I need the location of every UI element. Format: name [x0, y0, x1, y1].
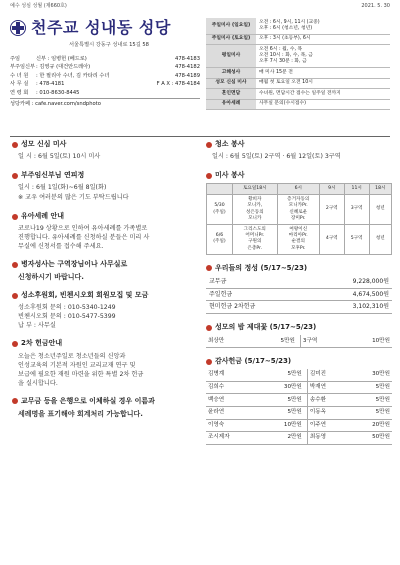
- issue-label: 예수 성심 성월 (제660호): [10, 3, 67, 9]
- table-row: 현미헌금 2차헌금 3,102,310원: [206, 301, 392, 314]
- notice-section: 유아세례 안내 코로나19 상황으로 인하여 유아세례를 가족별로 진행합니다. 유아세례를 신청하실 분들은 미리 사 무실에 신청서를 접수해 주세요.: [12, 212, 197, 251]
- bullet-icon: [12, 341, 18, 347]
- bullet-icon: [12, 142, 18, 148]
- table-row: 이영숙 10만원 이주연 20만원: [206, 419, 392, 432]
- staff-row: 주임 신부 : 임병헌 (베드로) 478-4183: [10, 55, 200, 62]
- staff-row: 사 무 실 : 478-4181 F A X : 478-4184: [10, 81, 200, 88]
- table-row: 최상만 5만원 3구역 10만원: [206, 335, 392, 347]
- left-column: [12, 140, 197, 428]
- notice-section: 성모의 밤 제대꽃 (5/17~5/23) 최상만 5만원 3구역 10만원: [206, 323, 392, 348]
- parish-header: [10, 14, 200, 134]
- table-row: 조시제자 2만원 최동영 50만원: [206, 432, 392, 445]
- staff-list: [10, 55, 200, 98]
- cafe-link[interactable]: 성당카페 : cafe.naver.com/sndphoto: [10, 98, 200, 108]
- top-bar: [10, 3, 390, 12]
- table-row: 주일헌금 4,674,500원: [206, 288, 392, 301]
- bullet-icon: [12, 214, 18, 220]
- divider: [10, 136, 390, 137]
- table-row: 성모 신심 미사 매월 첫 토요일 오전 10시: [206, 78, 390, 88]
- thanksgiving-table: [206, 369, 392, 445]
- staff-row: 부주임신부: 김영규 (대건안드레아) 478-4182: [10, 64, 200, 71]
- table-row: 주일미사 (일요일) 오전 : 6시, 9시, 11시 (교중) 오후 : 6시 (청소년, 청년): [206, 18, 390, 34]
- mass-servant-table: [206, 183, 392, 255]
- table-row: 윤라연 5만원 이동옥 5만원: [206, 407, 392, 420]
- notice-section: 2차 헌금안내 오늘은 청소년주일로 청소년들의 신앙과 인성교육의 기본적 자원인 교리교재 연구 및 보급에 필요한 재원 마련을 위한 특별 2차 헌금 을 실시합니다.: [12, 339, 197, 387]
- notice-section: 우리들의 정성 (5/17~5/23) 교무금 9,228,000원 주일헌금 4,674,500원 현미헌금 2차헌금 3,102,310원: [206, 264, 392, 314]
- table-row: 평일미사 오전 6시 : 월, 수, 목 오전 10시 : 화, 수, 목, 금 오후 7시 30분 : 화, 금: [206, 45, 390, 68]
- altar-flower-table: [206, 335, 392, 348]
- notice-section: 청소 봉사 일시 : 6월 5일(토) 2구역 · 6월 12일(토) 3구역: [206, 140, 392, 162]
- table-row: 6/6 (주일) 그리스도의 어머니Pr. 구원의 은총Pr. 여왕이신 마리아Pr. 순결의 모후Pr. 4구역 5구역 청년: [207, 224, 392, 254]
- bullet-icon: [206, 265, 212, 271]
- bullet-icon: [206, 359, 212, 365]
- table-row: 교무금 9,228,000원: [206, 276, 392, 288]
- bullet-icon: [12, 398, 18, 404]
- bullet-icon: [12, 262, 18, 268]
- staff-row: 수 녀 원 : 한 필리아 수녀, 김 카타리 수녀 478-4189: [10, 72, 200, 79]
- bullet-icon: [12, 293, 18, 299]
- bullet-icon: [206, 325, 212, 331]
- mass-schedule-table: [206, 18, 390, 110]
- table-row: 5/30 (주일) 황희자 모니카, 성은동의 모니카 층거자동의 모니카Pr. 신혜로운 장미Pr. 2구역 3구역 청년: [207, 195, 392, 225]
- notice-section: 감사헌금 (5/17~5/23) 김병계 5만원 김미진 30만원 김희수 30만원 박재연 5만원 백승연 5만원 송수환 5만원 윤라연 5만원 이동옥 5만원 이영숙 10만원 이주연 20만원 조시제자 2만원 최동영 50만원: [206, 357, 392, 445]
- table-row: 혼인면담 수녀원, 면담시간 접수는 일주일 전까지: [206, 89, 390, 99]
- notice-section: 교무금 등을 은행으로 이체하실 경우 이름과 세례명을 표기해야 회계처리 가능합니다.: [12, 397, 197, 419]
- notice-section: 미사 봉사 토요일18시 6시 9시 11시 18시 5/30 (주일) 황희자 모니카, 성은동의 모니카 층거자동의 모니카Pr. 신혜로운 장미Pr. 2구역 3구역 청년 6/6 (주일) 그리스도의 어머니Pr. 구원의 은총Pr. 여왕이신 마리아Pr. 순결의 모후Pr. 4구역 5구역 청년: [206, 171, 392, 255]
- logo-row: [10, 18, 200, 39]
- staff-row: 연 령 회 : 010-8630-8445: [10, 89, 80, 96]
- table-row: 고해성사 매 미사 15분 전: [206, 68, 390, 78]
- table-row: 김희수 30만원 박재연 5만원: [206, 381, 392, 394]
- table-row: 김병계 5만원 김미진 30만원: [206, 369, 392, 381]
- table-row: 주일미사 (토요일) 오후 : 3시 (초등부), 6시: [206, 34, 390, 44]
- parish-address: 서울특별시 강동구 성내로 15길 58: [69, 41, 149, 48]
- notice-section: 성소후원회, 빈첸시오회 회원모집 및 모금 성소후원회 문의 : 010-5340-1249 빈첸시오회 문의 : 010-5477-5399 납 부 : 사무실: [12, 291, 197, 330]
- table-row: 유아세례 사무실 문의(수시접수): [206, 99, 390, 109]
- table-row: 백승연 5만원 송수환 5만원: [206, 394, 392, 407]
- issue-date: 2021. 5. 30: [361, 3, 390, 9]
- cross-logo-icon: [10, 20, 26, 36]
- notice-section: 부주임신부님 연피정 일시 : 6월 1일(화)~6월 8일(화) ※ 교우 여러분의 많은 기도 부탁드립니다: [12, 171, 197, 203]
- notice-section: 병자성사는 구역장님이나 사무실로 신청하시기 바랍니다.: [12, 260, 197, 282]
- parish-title: 천주교 성내동 성당: [31, 18, 171, 37]
- right-column: [206, 140, 392, 454]
- table-header-row: 토요일18시 6시 9시 11시 18시: [207, 184, 392, 195]
- bullet-icon: [12, 173, 18, 179]
- notice-section: 성모 신심 미사 일 시 : 6월 5일(토) 10시 미사: [12, 140, 197, 162]
- offering-table: [206, 276, 392, 314]
- bullet-icon: [206, 173, 212, 179]
- bullet-icon: [206, 142, 212, 148]
